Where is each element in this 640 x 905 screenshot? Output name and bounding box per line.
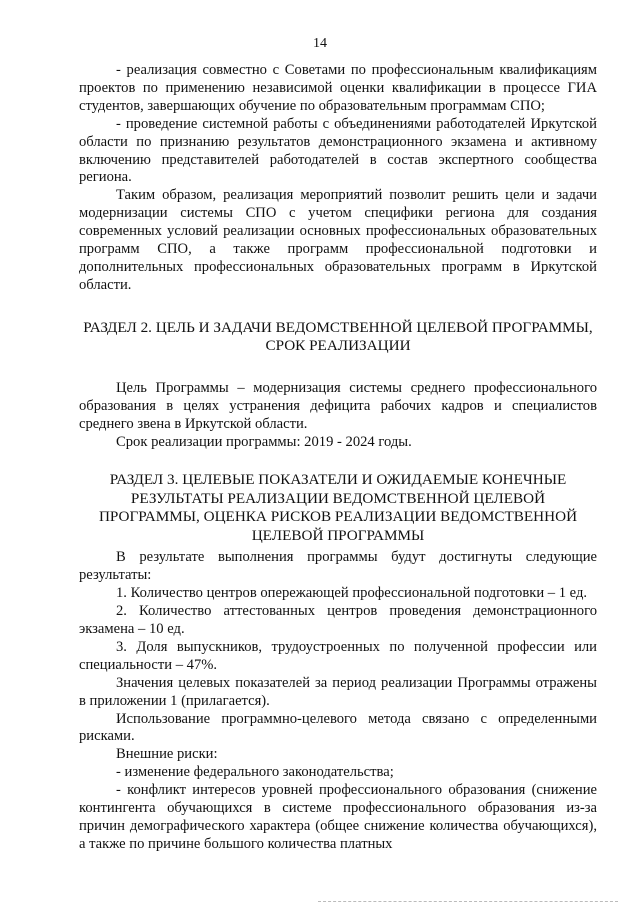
section-3-heading-line-1: РАЗДЕЛ 3. ЦЕЛЕВЫЕ ПОКАЗАТЕЛИ И ОЖИДАЕМЫЕ КОНЕЧНЫЕ bbox=[109, 471, 567, 489]
paragraph-bullet-1: - реализация совместно с Советами по профессиональным квалификациям проектов по применению независимой оценки квалификации в процессе ГИА студентов, завершающих обучение по образовательным программам СПО; bbox=[79, 62, 597, 114]
result-item-1: 1. Количество центров опережающей профессиональной подготовки – 1 ед. bbox=[116, 585, 588, 602]
risk-item-1: - изменение федерального законодательства; bbox=[116, 764, 394, 781]
result-item-2: 2. Количество аттестованных центров проведения демонстрационного экзамена – 10 ед. bbox=[79, 603, 597, 638]
section-2-goal: Цель Программы – модернизация системы среднего профессионального образования в целях устранения дефицита рабочих кадров и специалистов среднего звена в Иркутской области. bbox=[79, 379, 597, 432]
page-number: 14 bbox=[313, 36, 327, 51]
section-3-heading bbox=[79, 471, 597, 545]
section-2-term: Срок реализации программы: 2019 - 2024 годы. bbox=[116, 433, 412, 450]
page-bottom-divider bbox=[318, 901, 618, 903]
document-body bbox=[79, 62, 597, 854]
risks-intro: Использование программно-целевого метода связано с определенными рисками. bbox=[79, 710, 597, 745]
section-2-heading-line-1: РАЗДЕЛ 2. ЦЕЛЬ И ЗАДАЧИ ВЕДОМСТВЕННОЙ ЦЕЛЕВОЙ ПРОГРАММЫ, bbox=[83, 318, 593, 336]
section-3-heading-line-4: ЦЕЛЕВОЙ ПРОГРАММЫ bbox=[251, 526, 425, 544]
paragraph-bullet-2: - проведение системной работы с объединениями работодателей Иркутской области по признанию результатов демонстрационного экзамена и активному включению представителей работодателей в состав экспертного сообщества региона. bbox=[79, 115, 597, 186]
section-2-heading-line-2: СРОК РЕАЛИЗАЦИИ bbox=[265, 337, 411, 355]
section-2-heading bbox=[79, 319, 597, 356]
result-item-3: 3. Доля выпускников, трудоустроенных по полученной профессии или специальности – 47%. bbox=[79, 638, 597, 673]
risk-item-2: - конфликт интересов уровней профессионального образования (снижение контингента обучающихся в системе профессионального образования из-за причин демографического характера (общее снижение количества обучающихся), а также по причине большого количества платных bbox=[79, 782, 597, 852]
section-3-heading-line-3: ПРОГРАММЫ, ОЦЕНКА РИСКОВ РЕАЛИЗАЦИИ ВЕДОМСТВЕННОЙ bbox=[98, 508, 578, 526]
section-3-intro: В результате выполнения программы будут достигнуты следующие результаты: bbox=[79, 549, 597, 584]
paragraph-summary: Таким образом, реализация мероприятий позволит решить цели и задачи модернизации системы СПО с учетом специфики региона для создания современных условий реализации основных профессиональных образовательных программ СПО, а также программ профессиональной подготовки и дополнительных профессиональных образовательных программ в Иркутской области. bbox=[79, 187, 597, 293]
indicators-note: Значения целевых показателей за период реализации Программы отражены в приложении 1 (прилагается). bbox=[79, 674, 597, 709]
section-3-heading-line-2: РЕЗУЛЬТАТЫ РЕАЛИЗАЦИИ ВЕДОМСТВЕННОЙ ЦЕЛЕВОЙ bbox=[130, 489, 546, 507]
external-risks-label: Внешние риски: bbox=[116, 746, 218, 763]
